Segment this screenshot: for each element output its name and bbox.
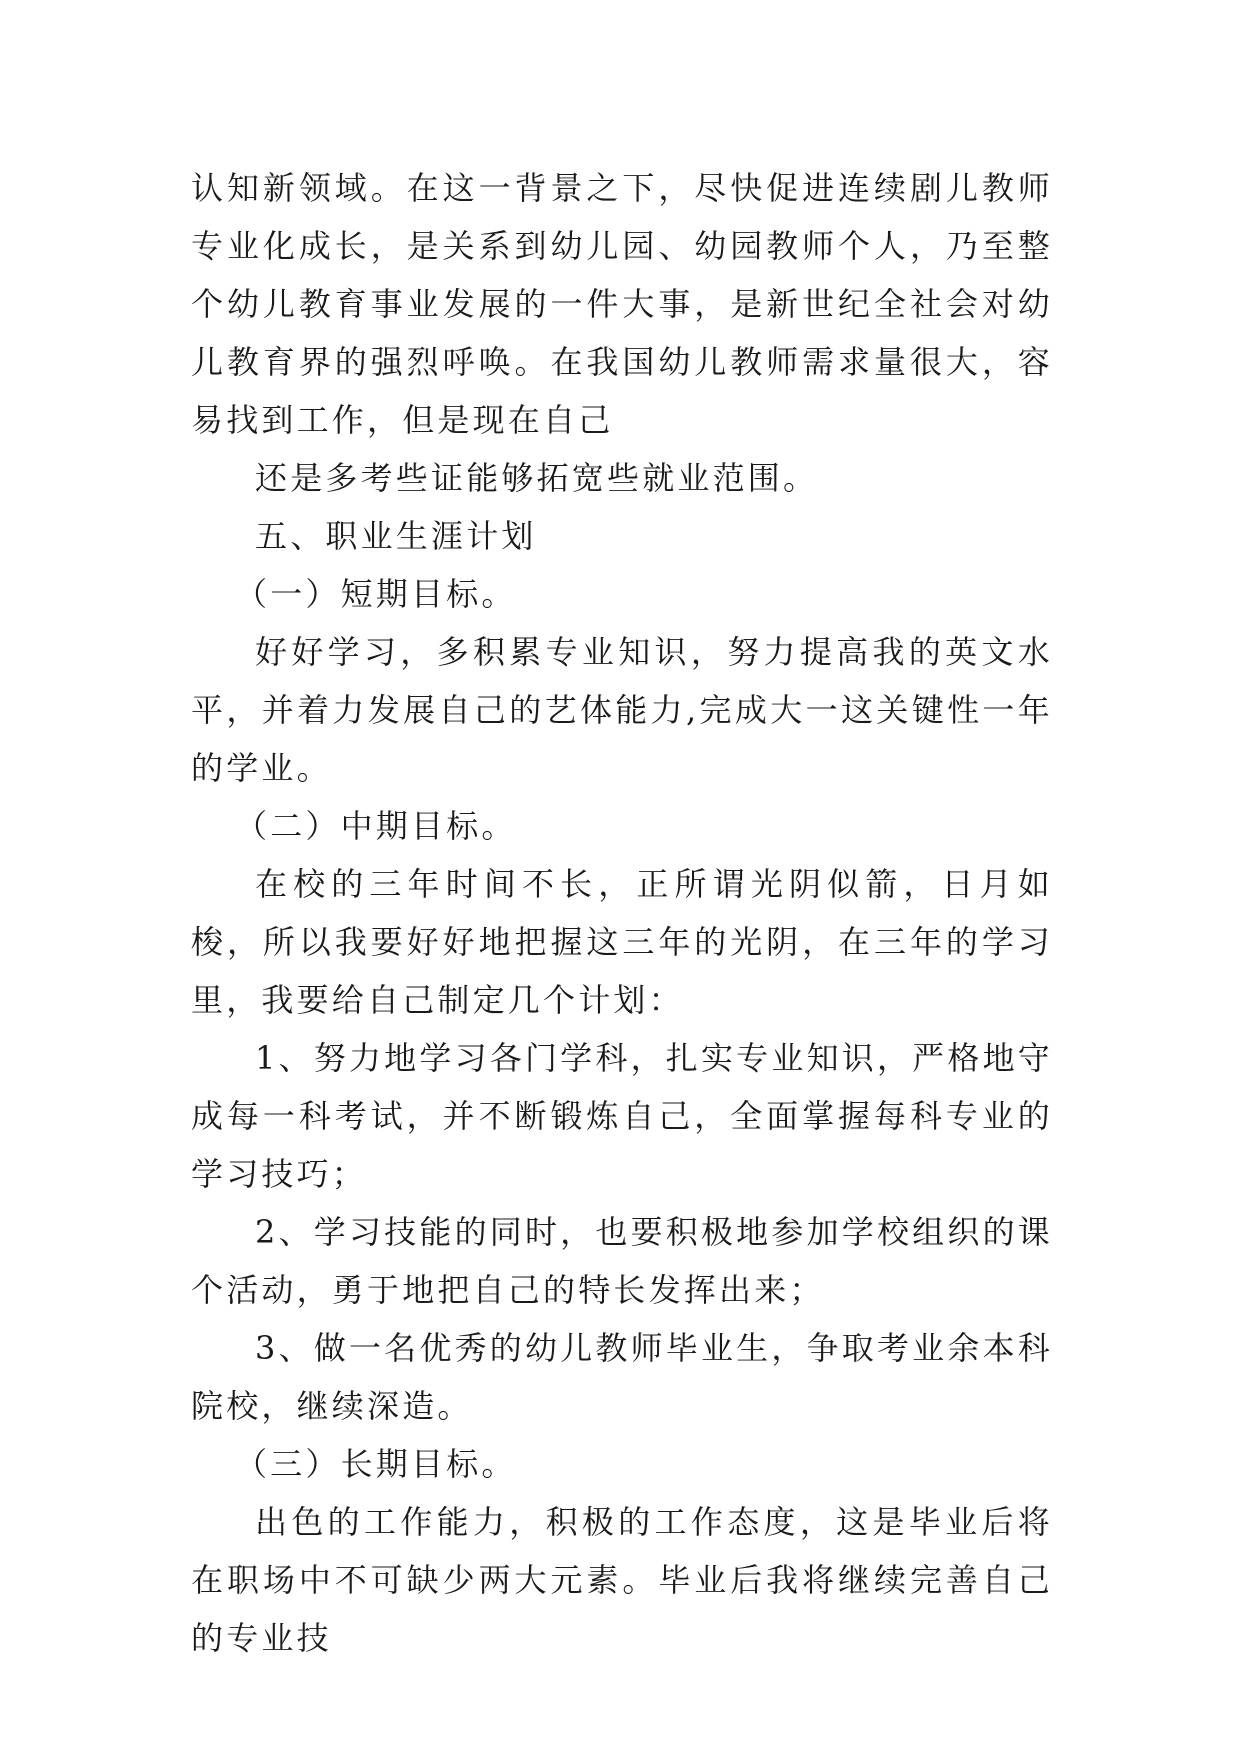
paragraph: 好好学习，多积累专业知识，努力提高我的英文水平，并着力发展自己的艺体能力,完成大一这关键性一年的学业。 bbox=[191, 633, 1053, 787]
list-item: 3、做一名优秀的幼儿教师毕业生，争取考业余本科院校，继续深造。 bbox=[191, 1329, 1053, 1425]
paragraph-continued: 认知新领域。在这一背景之下，尽快促进连续剧儿教师专业化成长，是关系到幼儿园、幼园教师个人，乃至整个幼儿教育事业发展的一件大事，是新世纪全社会对幼儿教育界的强烈呼唤。在我国幼儿教师需求量很大，容易找到工作，但是现在自己 bbox=[191, 169, 1053, 439]
list-item: 1、努力地学习各门学科，扎实专业知识，严格地守成每一科考试，并不断锻炼自己，全面掌握每科专业的学习技巧； bbox=[191, 1039, 1053, 1193]
subsection-heading: （三）长期目标。 bbox=[235, 1445, 517, 1483]
paragraph: 在校的三年时间不长，正所谓光阴似箭，日月如梭，所以我要好好地把握这三年的光阴，在三年的学习里，我要给自己制定几个计划： bbox=[191, 865, 1053, 1019]
subsection-heading: （一）短期目标。 bbox=[235, 575, 517, 613]
subsection-heading: （二）中期目标。 bbox=[235, 807, 517, 845]
paragraph: 还是多考些证能够拓宽些就业范围。 bbox=[255, 459, 819, 497]
section-heading: 五、职业生涯计划 bbox=[255, 517, 537, 555]
paragraph: 出色的工作能力，积极的工作态度，这是毕业后将在职场中不可缺少两大元素。毕业后我将继续完善自己的专业技 bbox=[191, 1503, 1053, 1657]
document-body bbox=[191, 159, 1053, 1667]
list-item: 2、学习技能的同时，也要积极地参加学校组织的课个活动，勇于地把自己的特长发挥出来； bbox=[191, 1213, 1053, 1309]
